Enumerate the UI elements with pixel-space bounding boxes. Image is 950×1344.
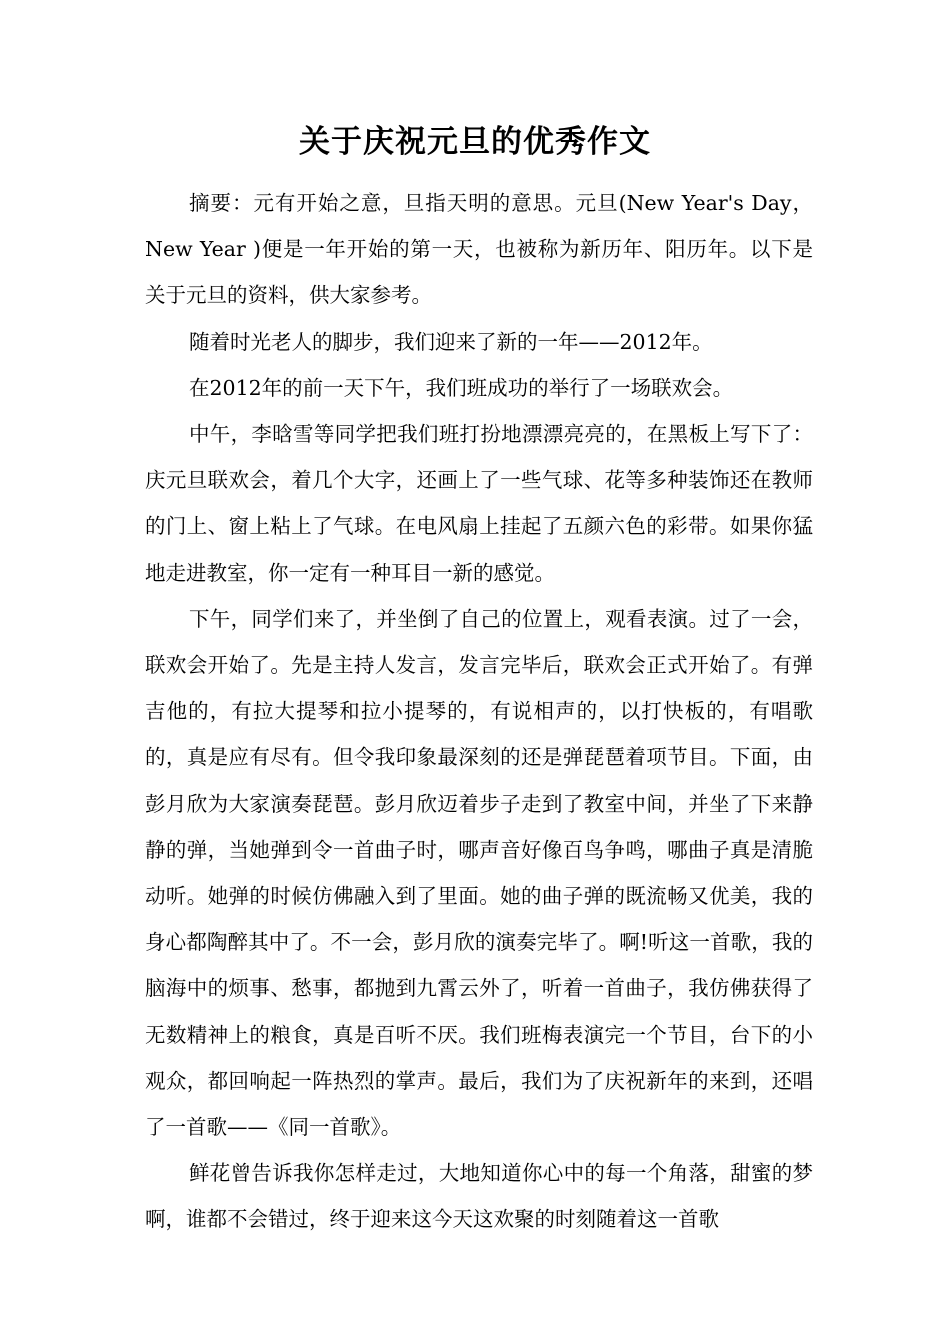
- paragraph-decoration: 中午，李晗雪等同学把我们班打扮地漂漂亮亮的，在黑板上写下了：庆元旦联欢会，着几个大字，还画上了一些气球、花等多种装饰还在教师的门上、窗上粘上了气球。在电风扇上挂起了五颜六色的彩带。如果你猛地走进教室，你一定有一种耳目一新的感觉。: [145, 422, 813, 585]
- paragraph-song: 鲜花曾告诉我你怎样走过，大地知道你心中的每一个角落，甜蜜的梦啊，谁都不会错过，终于迎来这今天这欢聚的时刻随着这一首歌: [145, 1161, 813, 1232]
- paragraph-intro: 随着时光老人的脚步，我们迎来了新的一年——2012年。: [189, 329, 713, 354]
- paragraph-performance: 下午，同学们来了，并坐倒了自己的位置上，观看表演。过了一会，联欢会开始了。先是主持人发言，发言完毕后，联欢会正式开始了。有弹吉他的，有拉大提琴和拉小提琴的，有说相声的，以打快板的，有唱歌的，真是应有尽有。但令我印象最深刻的还是弹琵琶着项节目。下面，由彭月欣为大家演奏琵琶。彭月欣迈着步子走到了教室中间，并坐了下来静静的弹，当她弹到令一首曲子时，哪声音好像百鸟争鸣，哪曲子真是清脆动听。她弹的时候仿佛融入到了里面。她的曲子弹的既流畅又优美，我的身心都陶醉其中了。不一会，彭月欣的演奏完毕了。啊!听这一首歌，我的脑海中的烦事、愁事，都抛到九霄云外了，听着一首曲子，我仿佛获得了无数精神上的粮食，真是百听不厌。我们班梅表演完一个节目，台下的小观众，都回响起一阵热烈的掌声。最后，我们为了庆祝新年的来到，还唱了一首歌——《同一首歌》。: [145, 606, 813, 1140]
- document-title: 关于庆祝元旦的优秀作文: [299, 124, 651, 160]
- paragraph-abstract: 摘要：元有开始之意，旦指天明的意思。元旦(New Year's Day，New Year )便是一年开始的第一天，也被称为新历年、阳历年。以下是关于元旦的资料，供大家参考。: [145, 191, 813, 308]
- document-body: [145, 180, 813, 1243]
- paragraph-party: 在2012年的前一天下午，我们班成功的举行了一场联欢会。: [189, 375, 734, 400]
